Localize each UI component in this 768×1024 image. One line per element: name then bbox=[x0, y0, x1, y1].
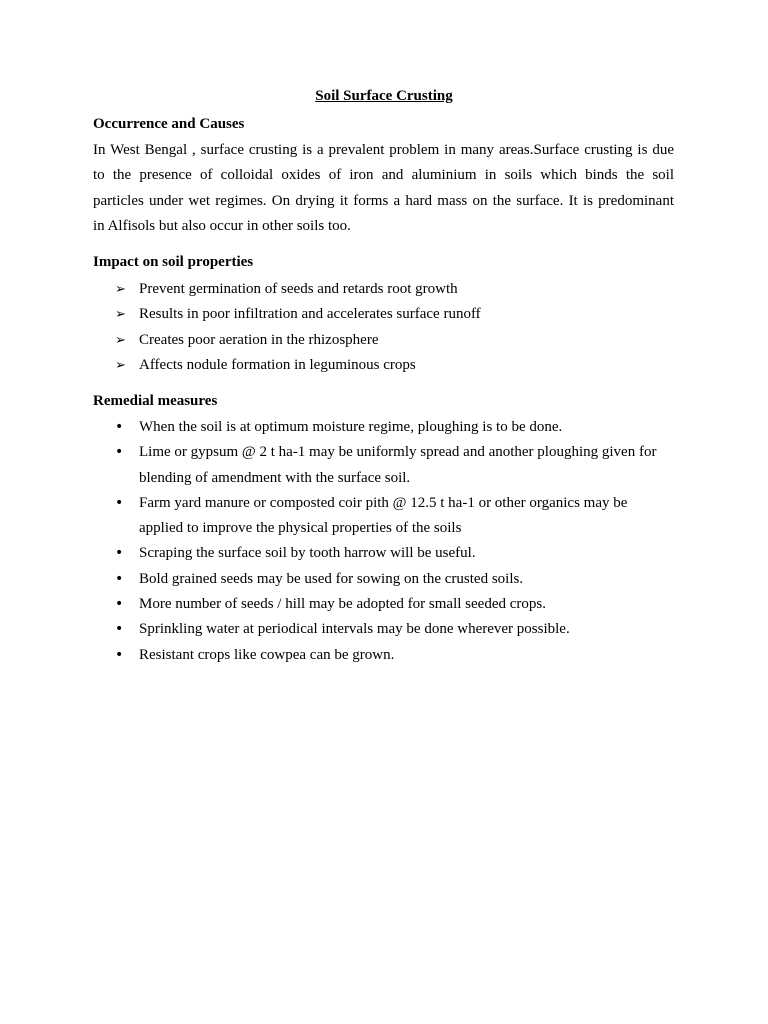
list-item-text: Affects nodule formation in leguminous crops bbox=[139, 356, 416, 373]
list-item-text: applied to improve the physical properties of the soils bbox=[139, 520, 462, 537]
dot-bullet-icon: • bbox=[115, 596, 124, 613]
list-item bbox=[0, 353, 674, 378]
list-item bbox=[0, 541, 674, 566]
paragraph-line: In West Bengal , surface crusting is a prevalent problem in many areas.Surface crusting is due bbox=[93, 142, 674, 158]
heading-occurrence-and-causes: Occurrence and Causes bbox=[93, 116, 245, 132]
list-item-text: Bold grained seeds may be used for sowing on the crusted soils. bbox=[139, 570, 524, 587]
list-item bbox=[0, 440, 674, 491]
list-item bbox=[0, 592, 674, 617]
heading-impact-on-soil-properties: Impact on soil properties bbox=[93, 254, 254, 270]
list-item bbox=[0, 617, 674, 642]
list-item-text: When the soil is at optimum moisture regime, ploughing is to be done. bbox=[139, 419, 563, 435]
dot-bullet-icon: • bbox=[115, 570, 124, 587]
list-item-text: Sprinkling water at periodical intervals may be done wherever possible. bbox=[139, 621, 570, 638]
list-item bbox=[0, 567, 674, 592]
list-item-text: Lime or gypsum @ 2 t ha-1 may be uniformly spread and another ploughing given for bbox=[139, 444, 657, 461]
document-title: Soil Surface Crusting bbox=[315, 88, 453, 104]
arrow-bullet-icon: ➢ bbox=[115, 282, 126, 297]
dot-bullet-icon: • bbox=[115, 444, 124, 461]
paragraph-occurrence bbox=[93, 138, 674, 239]
list-item bbox=[0, 643, 674, 668]
list-item-text: Scraping the surface soil by tooth harrow will be useful. bbox=[139, 545, 476, 562]
heading-remedial-measures: Remedial measures bbox=[93, 393, 218, 409]
paragraph-line: to the presence of colloidal oxides of iron and aluminium in soils which binds the soil bbox=[93, 167, 674, 184]
paragraph-line: particles under wet regimes. On drying it forms a hard mass on the surface. It is predominant bbox=[93, 192, 674, 209]
paragraph-line: in Alfisols but also occur in other soils too. bbox=[93, 217, 351, 234]
list-item-text: Resistant crops like cowpea can be grown. bbox=[139, 646, 395, 663]
impact-list bbox=[0, 277, 674, 378]
list-item-text: Results in poor infiltration and accelerates surface runoff bbox=[139, 306, 481, 323]
dot-bullet-icon: • bbox=[115, 494, 124, 511]
list-item bbox=[0, 277, 674, 302]
arrow-bullet-icon: ➢ bbox=[115, 332, 126, 348]
list-item-text: Farm yard manure or composted coir pith @ 12.5 t ha-1 or other organics may be bbox=[139, 494, 628, 511]
list-item-text: blending of amendment with the surface soil. bbox=[139, 469, 411, 486]
list-item-text: More number of seeds / hill may be adopted for small seeded crops. bbox=[139, 596, 546, 613]
arrow-bullet-icon: ➢ bbox=[115, 307, 126, 323]
list-item bbox=[0, 302, 674, 327]
list-item-text: Prevent germination of seeds and retards root growth bbox=[139, 281, 458, 297]
dot-bullet-icon: • bbox=[115, 545, 124, 562]
dot-bullet-icon: • bbox=[115, 419, 124, 435]
dot-bullet-icon: • bbox=[115, 621, 124, 638]
remedial-list bbox=[0, 415, 674, 668]
list-item bbox=[0, 415, 674, 440]
list-item-text: Creates poor aeration in the rhizosphere bbox=[139, 331, 379, 348]
list-item bbox=[0, 491, 674, 542]
arrow-bullet-icon: ➢ bbox=[115, 357, 126, 373]
list-item bbox=[0, 328, 674, 353]
dot-bullet-icon: • bbox=[115, 646, 124, 663]
